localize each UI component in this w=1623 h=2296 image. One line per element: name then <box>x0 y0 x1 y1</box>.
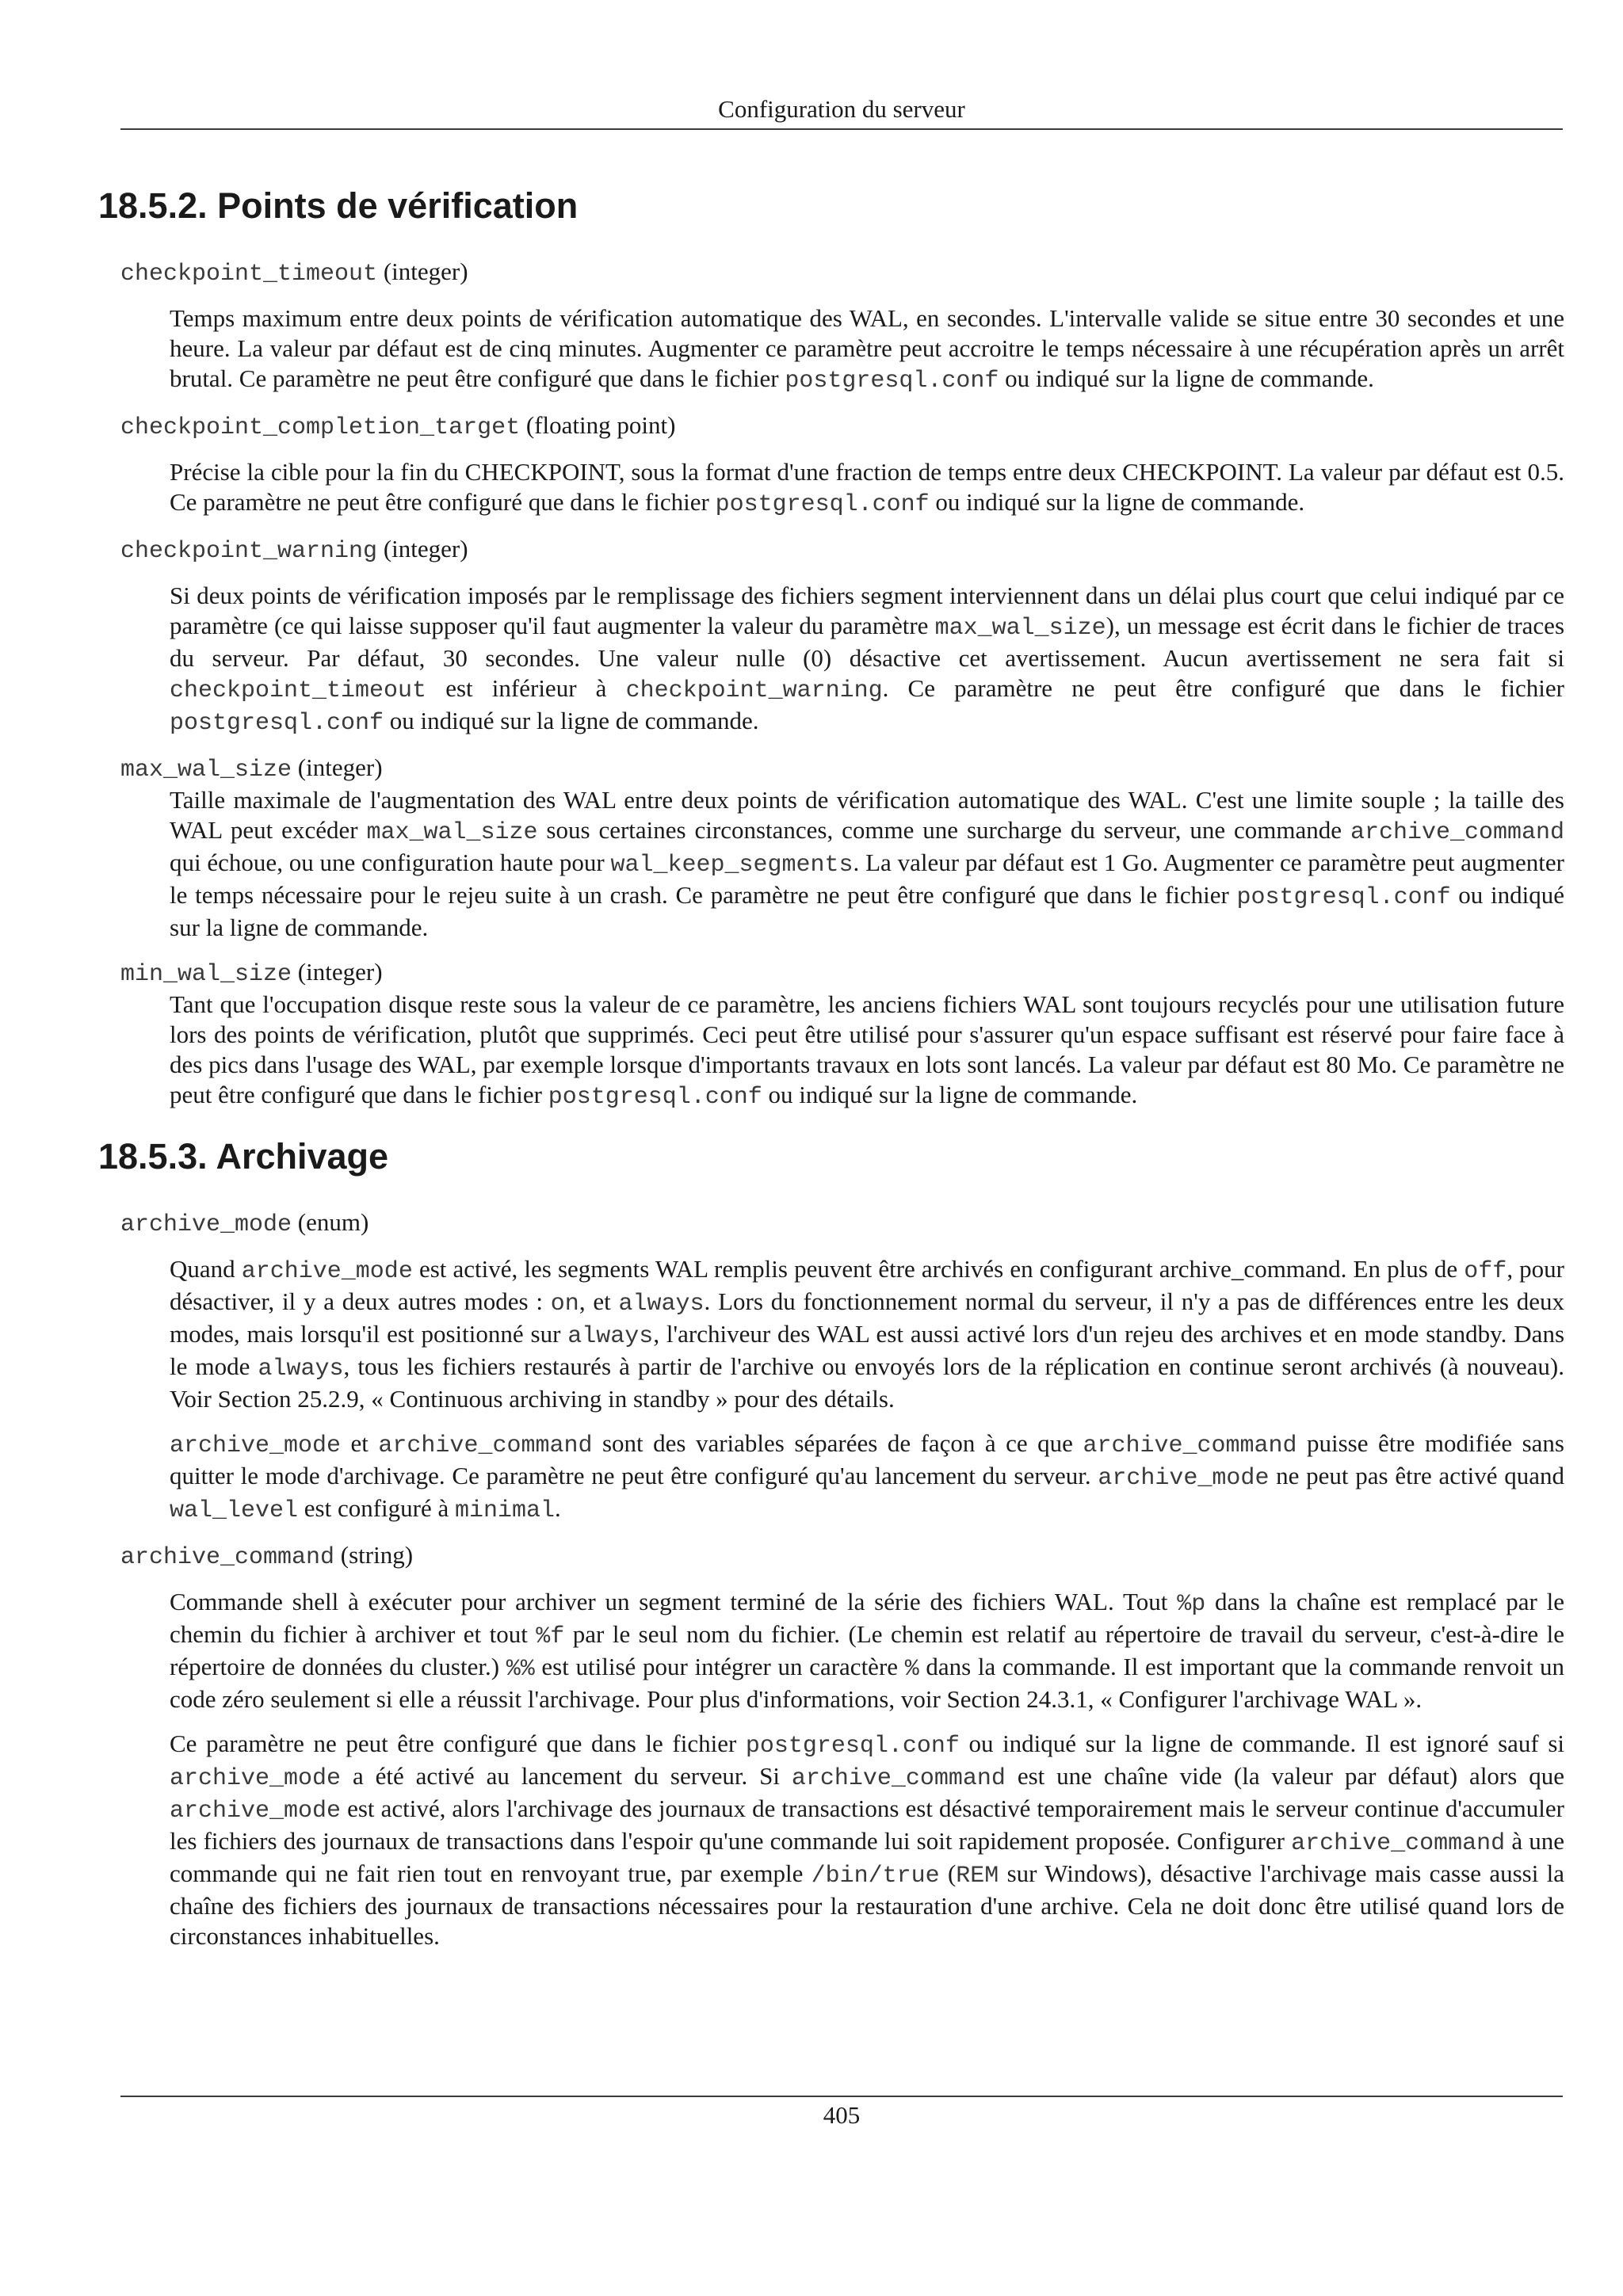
term-checkpoint-warning <box>120 534 1564 566</box>
header-rule <box>120 128 1563 130</box>
page-number: 405 <box>823 2101 861 2129</box>
desc-archive-command-p1: Commande shell à exécuter pour archiver un segment terminé de la série des fichiers WAL. Tout %p dans la chaîne est remplacé par le chemin du fichier à archiver et tout %f par le seul nom du fichier. (Le chemin est relatif au répertoire de travail du serveur, c'est-à-dire le répertoire de données du cluster.) %% est utilisé pour intégrer un caractère % dans la commande. Il est important que la commande renvoit un code zéro seulement si elle a réussit l'archivage. Pour plus d'informations, voir Section 24.3.1, « Configurer l'archivage WAL ». <box>170 1588 1565 1713</box>
desc-checkpoint-warning: Si deux points de vérification imposés par le remplissage des fichiers segment interviennent dans un délai plus court que celui indiqué par ce paramètre (ce qui laisse supposer qu'il faut augmenter la valeur du paramètre max_wal_size), un message est écrit dans le fichier de traces du serveur. Par défaut, 30 secondes. Une valeur nulle (0) désactive cet avertissement. Aucun avertissement ne sera fait si checkpoint_timeout est inférieur à checkpoint_warning. Ce paramètre ne peut être configuré que dans le fichier postgresql.conf ou indiqué sur la ligne de commande. <box>170 582 1565 737</box>
term-min-wal-size <box>120 957 1564 990</box>
param-name: checkpoint_warning <box>120 538 378 565</box>
param-type: (floating point) <box>525 411 676 439</box>
desc-max-wal-size: Taille maximale de l'augmentation des WAL entre deux points de vérification automatique des WAL. C'est une limite souple ; la taille des WAL peut excéder max_wal_size sous certaines circonstances, comme une surcharge du serveur, une commande archive_command qui échoue, ou une configuration haute pour wal_keep_segments. La valeur par défaut est 1 Go. Augmenter ce paramètre peut augmenter le temps nécessaire pour le rejeu suite à un crash. Ce paramètre ne peut être configuré que dans le fichier postgresql.conf ou indiqué sur la ligne de commande. <box>170 786 1565 941</box>
param-type: (string) <box>340 1541 414 1569</box>
footer-rule <box>120 2096 1563 2097</box>
desc-archive-mode-p1: Quand archive_mode est activé, les segments WAL remplis peuvent être archivés en configurant archive_command. En plus de off, pour désactiver, il y a deux autres modes : on, et always. Lors du fonctionnement normal du serveur, il n'y a pas de différences entre les deux modes, mais lorsqu'il est positionné sur always, l'archiveur des WAL est aussi activé lors d'un rejeu des archives et en mode standby. Dans le mode always, tous les fichiers restaurés à partir de l'archive ou envoyés lors de la réplication en continue seront archivés (à nouveau). Voir Section 25.2.9, « Continuous archiving in standby » pour des détails. <box>170 1255 1565 1413</box>
desc-min-wal-size: Tant que l'occupation disque reste sous la valeur de ce paramètre, les anciens fichiers WAL sont toujours recyclés pour une utilisation future lors des points de vérification, plutôt que supprimés. Ceci peut être utilisé pour s'assurer qu'un espace suffisant est réservé pour faire face à des pics dans l'usage des WAL, par exemple lorsque d'importants travaux en lots sont lancés. La valeur par défaut est 80 Mo. Ce paramètre ne peut être configuré que dans le fichier postgresql.conf ou indiqué sur la ligne de commande. <box>170 990 1564 1111</box>
page-content <box>98 184 1564 1966</box>
running-header: Configuration du serveur <box>718 95 965 123</box>
term-max-wal-size <box>120 753 1564 785</box>
term-checkpoint-timeout <box>120 257 1564 289</box>
param-type: (integer) <box>297 753 383 781</box>
param-type: (integer) <box>297 958 383 986</box>
section-heading-checkpoints: 18.5.2. Points de vérification <box>98 185 579 226</box>
section-heading-archivage: 18.5.3. Archivage <box>98 1136 389 1177</box>
desc-checkpoint-completion-target: Précise la cible pour la fin du CHECKPOINT, sous la format d'une fraction de temps entre deux CHECKPOINT. La valeur par défaut est 0.5. Ce paramètre ne peut être configuré que dans le fichier postgresql.conf ou indiqué sur la ligne de commande. <box>170 458 1564 518</box>
term-checkpoint-completion-target <box>120 410 1564 443</box>
param-name: archive_mode <box>120 1211 292 1238</box>
term-archive-command <box>120 1540 1564 1573</box>
param-type: (enum) <box>297 1208 369 1236</box>
desc-archive-mode-p2: archive_mode et archive_command sont des variables séparées de façon à ce que archive_command puisse être modifiée sans quitter le mode d'archivage. Ce paramètre ne peut être configuré qu'au lancement du serveur. archive_mode ne peut pas être activé quand wal_level est configuré à minimal. <box>170 1429 1565 1524</box>
param-name: checkpoint_completion_target <box>120 414 521 441</box>
param-name: max_wal_size <box>120 757 292 784</box>
desc-archive-command-p2: Ce paramètre ne peut être configuré que dans le fichier postgresql.conf ou indiqué sur la ligne de commande. Il est ignoré sauf si archive_mode a été activé au lancement du serveur. Si archive_command est une chaîne vide (la valeur par défaut) alors que archive_mode est activé, alors l'archivage des journaux de transactions est désactivé temporairement mais le serveur continue d'accumuler les fichiers des journaux de transactions dans l'espoir qu'une commande lui soit rapidement proposée. Configurer archive_command à une commande qui ne fait rien tout en renvoyant true, par exemple /bin/true (REM sur Windows), désactive l'archivage mais casse aussi la chaîne des fichiers des journaux de transactions nécessaires pour la restauration d'une archive. Cela ne doit donc être utilisé quand lors de circonstances inhabituelles. <box>170 1730 1564 1950</box>
param-name: min_wal_size <box>120 961 292 988</box>
param-type: (integer) <box>383 257 468 285</box>
desc-checkpoint-timeout: Temps maximum entre deux points de vérification automatique des WAL, en secondes. L'intervalle valide se situe entre 30 secondes et une heure. La valeur par défaut est de cinq minutes. Augmenter ce paramètre peut accroitre le temps nécessaire à une récupération après un arrêt brutal. Ce paramètre ne peut être configuré que dans le fichier postgresql.conf ou indiqué sur la ligne de commande. <box>170 304 1564 395</box>
term-archive-mode <box>120 1207 1564 1240</box>
param-type: (integer) <box>383 535 468 563</box>
param-name: archive_command <box>120 1544 335 1571</box>
param-name: checkpoint_timeout <box>120 261 378 288</box>
